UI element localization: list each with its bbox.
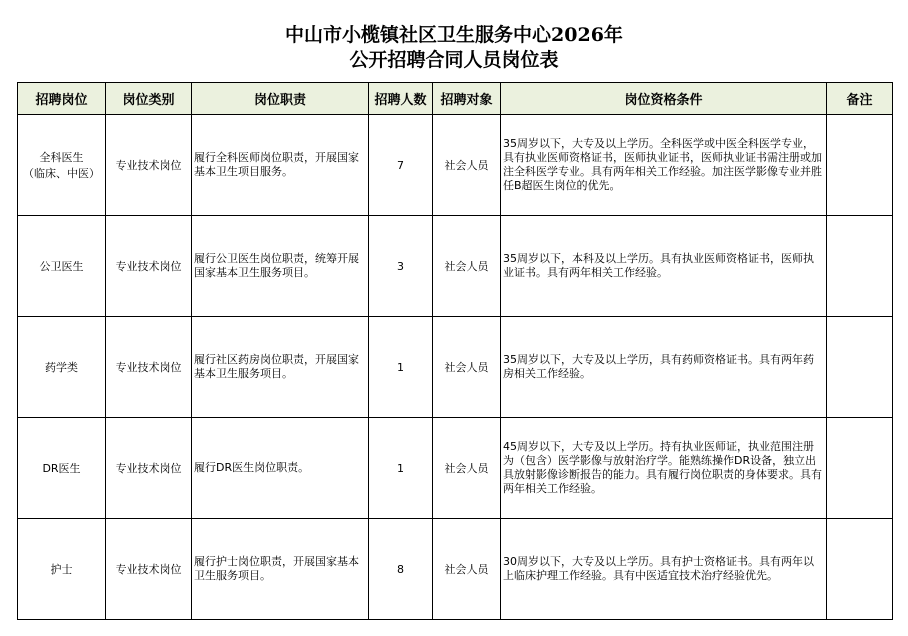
header-note: 备注 (827, 83, 893, 115)
cell-count: 7 (369, 115, 433, 216)
page-title-line-1: 中山市小榄镇社区卫生服务中心2026年 (285, 24, 623, 46)
table-header-row (18, 83, 893, 115)
cell-count: 1 (369, 317, 433, 418)
header-duty: 岗位职责 (192, 83, 369, 115)
cell-category: 专业技术岗位 (106, 519, 192, 620)
cell-target: 社会人员 (433, 115, 501, 216)
cell-qual: 45周岁以下，大专及以上学历。持有执业医师证，执业范围注册为（包含）医学影像与放射治疗学。能熟练操作DR设备，独立出具放射影像诊断报告的能力。具有履行岗位职责的身体要求。具有两年相关工作经验。 (501, 418, 827, 519)
cell-qual: 30周岁以下，大专及以上学历。具有护士资格证书。具有两年以上临床护理工作经验。具有中医适宜技术治疗经验优先。 (501, 519, 827, 620)
cell-category: 专业技术岗位 (106, 317, 192, 418)
cell-target: 社会人员 (433, 519, 501, 620)
table-row (18, 418, 893, 519)
cell-post: 护士 (18, 519, 106, 620)
header-category: 岗位类别 (106, 83, 192, 115)
header-qualification: 岗位资格条件 (501, 83, 827, 115)
cell-post: 药学类 (18, 317, 106, 418)
cell-target: 社会人员 (433, 317, 501, 418)
cell-post: 全科医生 （临床、中医） (18, 115, 106, 216)
cell-category: 专业技术岗位 (106, 216, 192, 317)
cell-post: DR医生 (18, 418, 106, 519)
cell-qual: 35周岁以下，大专及以上学历。全科医学或中医全科医学专业，具有执业医师资格证书，医师执业证书，医师执业证书需注册或加注全科医学专业。具有两年相关工作经验。加注医学影像专业并胜任B超医生岗位的优先。 (501, 115, 827, 216)
cell-note (827, 115, 893, 216)
cell-duty: 履行DR医生岗位职责。 (192, 418, 369, 519)
cell-qual: 35周岁以下，本科及以上学历。具有执业医师资格证书，医师执业证书。具有两年相关工作经验。 (501, 216, 827, 317)
header-post: 招聘岗位 (18, 83, 106, 115)
cell-count: 3 (369, 216, 433, 317)
cell-category: 专业技术岗位 (106, 115, 192, 216)
table-row (18, 317, 893, 418)
page-title-line-2: 公开招聘合同人员岗位表 (349, 49, 559, 71)
cell-count: 8 (369, 519, 433, 620)
cell-target: 社会人员 (433, 418, 501, 519)
cell-count: 1 (369, 418, 433, 519)
header-count: 招聘人数 (369, 83, 433, 115)
cell-note (827, 418, 893, 519)
cell-note (827, 216, 893, 317)
positions-table (17, 82, 893, 620)
cell-qual: 35周岁以下，大专及以上学历，具有药师资格证书。具有两年药房相关工作经验。 (501, 317, 827, 418)
cell-note (827, 519, 893, 620)
cell-duty: 履行全科医师岗位职责，开展国家基本卫生项目服务。 (192, 115, 369, 216)
cell-target: 社会人员 (433, 216, 501, 317)
table-row (18, 519, 893, 620)
cell-duty: 履行公卫医生岗位职责，统筹开展国家基本卫生服务项目。 (192, 216, 369, 317)
cell-note (827, 317, 893, 418)
cell-category: 专业技术岗位 (106, 418, 192, 519)
table-row (18, 115, 893, 216)
table-row (18, 216, 893, 317)
header-target: 招聘对象 (433, 83, 501, 115)
cell-duty: 履行护士岗位职责，开展国家基本卫生服务项目。 (192, 519, 369, 620)
cell-post: 公卫医生 (18, 216, 106, 317)
cell-duty: 履行社区药房岗位职责，开展国家基本卫生服务项目。 (192, 317, 369, 418)
